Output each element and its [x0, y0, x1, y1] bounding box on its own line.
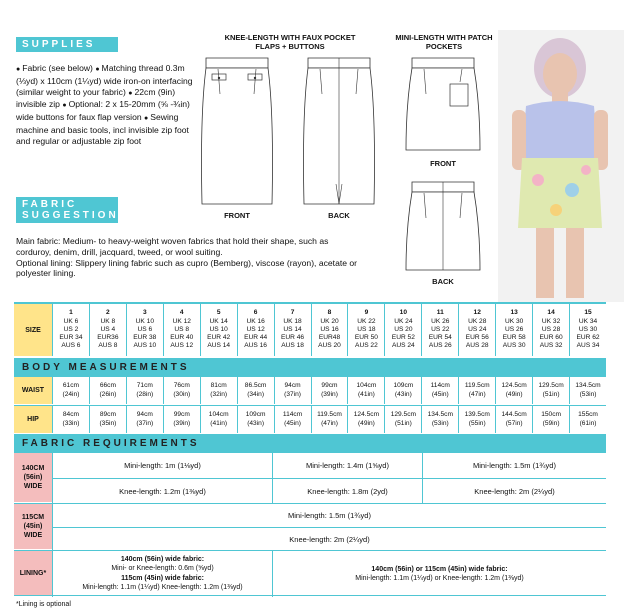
- size-n: 2: [106, 309, 110, 317]
- hip-cm: 134.5cm: [427, 411, 453, 418]
- main-fabric-text: Main fabric: Medium- to heavy-weight woven fabrics that hold their shape, such as corduroy, denim, drill, jacquard, tweed, or wool suiting.: [16, 236, 329, 257]
- hip-cell: [421, 406, 458, 433]
- size-aus: AUS 18: [281, 342, 304, 350]
- hip-cm: 119.5cm: [317, 411, 342, 418]
- size-cell: [163, 304, 200, 356]
- size-eur: EUR 42: [207, 334, 231, 342]
- knee-back-caption: BACK: [328, 211, 350, 220]
- size-eur: EUR36: [97, 334, 119, 342]
- size-n: 9: [364, 309, 369, 317]
- hip-in: (47in): [321, 419, 338, 427]
- size-aus: AUS 8: [98, 342, 118, 350]
- lining-note: *Lining is optional: [16, 601, 71, 608]
- hip-cell: [532, 406, 569, 433]
- size-n: 10: [399, 309, 408, 317]
- hip-in: (45in): [284, 419, 301, 427]
- fabric-115-knee: Knee-length: 2m (2¼yd): [52, 527, 606, 550]
- hip-cell: [89, 406, 126, 433]
- waist-cm: 124.5cm: [501, 382, 527, 389]
- fabric-115-row: [14, 503, 606, 549]
- waist-cm: 71cm: [136, 382, 153, 389]
- fabric-140-knee-a: Knee-length: 1.2m (1⅜yd): [52, 478, 272, 503]
- size-eur: EUR 34: [59, 334, 83, 342]
- fabric-suggestions-heading: FABRIC SUGGESTIONS: [16, 197, 118, 223]
- waist-cell: [311, 377, 348, 404]
- model-photo: [498, 30, 624, 302]
- size-uk: UK 10: [135, 317, 154, 325]
- size-us: US 18: [357, 325, 376, 333]
- waist-cell: [126, 377, 163, 404]
- size-cell: [532, 304, 569, 356]
- hip-cell: [52, 406, 89, 433]
- size-uk: UK 30: [504, 317, 524, 325]
- size-cell: [237, 304, 274, 356]
- size-us: US 24: [468, 325, 487, 333]
- size-us: US 16: [320, 325, 339, 333]
- size-uk: UK 22: [357, 317, 376, 325]
- size-aus: AUS 28: [465, 342, 489, 350]
- size-us: US 20: [394, 325, 413, 333]
- size-n: 8: [327, 309, 332, 317]
- waist-in: (26in): [99, 390, 117, 398]
- size-aus: AUS 22: [355, 342, 378, 350]
- waist-cm: 86.5cm: [244, 382, 267, 389]
- size-eur: EUR 62: [576, 334, 600, 342]
- waist-cm: 114cm: [430, 382, 450, 389]
- size-n: 14: [547, 309, 555, 317]
- waist-cell: [347, 377, 384, 404]
- hip-cell: [200, 406, 237, 433]
- fabric-suggestions-text: [16, 236, 361, 279]
- size-eur: EUR 52: [391, 334, 415, 342]
- waist-cm: 76cm: [173, 382, 190, 389]
- hip-cm: 129.5cm: [390, 411, 416, 418]
- mini-front-caption: FRONT: [430, 159, 456, 168]
- waist-cm: 134.5cm: [575, 382, 601, 389]
- size-eur: EUR 50: [354, 334, 378, 342]
- lining-label: LINING*: [14, 551, 52, 595]
- hip-in: (35in): [99, 419, 117, 427]
- size-n: 11: [436, 309, 444, 317]
- size-aus: AUS 16: [244, 342, 267, 350]
- supply-item: ● Sewing machine and basic tools, incl invisible zip foot and regular or adjustable zip foot: [16, 112, 189, 146]
- size-eur: EUR 44: [244, 334, 268, 342]
- waist-cm: 94cm: [284, 382, 301, 389]
- size-cell: [495, 304, 532, 356]
- supply-item: ● Optional: 2 x 15-20mm (⅝ -¾in) wide buttons for faux flap version: [16, 99, 190, 122]
- waist-in: (47in): [468, 390, 486, 398]
- supply-item: 0.3m (⅓yd) x 110cm (1¼yd) wide iron-on interfacing (similar weight to your fabric): [16, 63, 193, 97]
- waist-in: (41in): [357, 390, 375, 398]
- fabric-140-mini-c: Mini-length: 1.5m (1¾yd): [422, 453, 606, 478]
- hip-cell: [311, 406, 348, 433]
- hip-cm: 139.5cm: [464, 411, 490, 418]
- size-cell: [347, 304, 384, 356]
- waist-cell: [89, 377, 126, 404]
- size-n: 1: [69, 309, 73, 317]
- hip-cm: 99cm: [173, 411, 190, 418]
- size-us: US 10: [209, 325, 228, 333]
- size-uk: UK 34: [578, 317, 598, 325]
- supplies-list: [16, 63, 194, 147]
- waist-in: (30in): [173, 390, 191, 398]
- size-n: 4: [179, 309, 184, 317]
- size-uk: UK 18: [283, 317, 302, 325]
- waist-cell: [569, 377, 606, 404]
- size-us: US 14: [283, 325, 302, 333]
- size-cell: [311, 304, 348, 356]
- lining-small-sizes: [52, 551, 272, 597]
- size-cell: [89, 304, 126, 356]
- hip-row: [14, 405, 606, 433]
- body-measurements-heading: BODY MEASUREMENTS: [14, 358, 606, 376]
- size-eur: EUR 56: [465, 334, 489, 342]
- hip-cell: [163, 406, 200, 433]
- hip-cell: [458, 406, 495, 433]
- supply-item: ● 22cm (9in) invisible zip: [16, 87, 175, 110]
- size-uk: UK 14: [209, 317, 228, 325]
- size-aus: AUS 24: [391, 342, 415, 350]
- size-aus: AUS 26: [428, 342, 452, 350]
- hip-cell: [126, 406, 163, 433]
- size-us: US 12: [246, 325, 265, 333]
- size-cell: [274, 304, 311, 356]
- size-n: 6: [253, 309, 258, 317]
- hip-in: (39in): [173, 419, 191, 427]
- knee-view-title: KNEE-LENGTH WITH FAUX POCKET FLAPS + BUTTONS: [224, 33, 356, 51]
- waist-in: (28in): [136, 390, 154, 398]
- size-uk: UK 12: [172, 317, 191, 325]
- hip-cell: [274, 406, 311, 433]
- size-n: 15: [584, 309, 592, 317]
- size-us: US 6: [137, 325, 153, 333]
- fabric-140-mini-a: Mini-length: 1m (1⅛yd): [52, 453, 272, 478]
- mini-view-title: MINI-LENGTH WITH PATCH POCKETS: [395, 33, 493, 51]
- hip-in: (43in): [247, 419, 265, 427]
- size-cell: [569, 304, 606, 356]
- mini-back-caption: BACK: [432, 277, 454, 286]
- size-uk: UK 8: [100, 317, 116, 325]
- waist-in: (32in): [210, 390, 228, 398]
- waist-cell: [458, 377, 495, 404]
- size-us: US 28: [541, 325, 561, 333]
- supplies-heading: SUPPLIES: [16, 37, 118, 52]
- size-aus: AUS 32: [539, 342, 563, 350]
- fabric-140-label: 140CM (56in) WIDE: [14, 453, 52, 502]
- waist-cell: [200, 377, 237, 404]
- waist-label: WAIST: [14, 377, 52, 404]
- waist-cell: [421, 377, 458, 404]
- lining-row: [14, 550, 606, 596]
- size-cell: [384, 304, 421, 356]
- size-cell: [52, 304, 89, 356]
- lining-a-line3: 115cm (45in) wide fabric:: [121, 575, 204, 582]
- knee-back-illustration: [298, 54, 380, 214]
- size-aus: AUS 14: [207, 342, 231, 350]
- supply-item: ● Fabric (see below): [16, 63, 93, 73]
- size-cell: [421, 304, 458, 356]
- size-uk: UK 26: [431, 317, 450, 325]
- size-us: US 22: [431, 325, 450, 333]
- waist-cell: [163, 377, 200, 404]
- waist-cell: [384, 377, 421, 404]
- waist-in: (37in): [284, 390, 301, 398]
- size-cell: [200, 304, 237, 356]
- lining-a-line4: Mini-length: 1.1m (1¼yd) Knee-length: 1.2m (1⅜yd): [82, 583, 243, 591]
- hip-in: (53in): [431, 419, 449, 427]
- size-us: US 26: [504, 325, 524, 333]
- hip-in: (61in): [579, 419, 597, 427]
- waist-in: (49in): [505, 390, 523, 398]
- hip-cm: 144.5cm: [501, 411, 527, 418]
- waist-cm: 109cm: [393, 382, 414, 389]
- size-n: 12: [473, 309, 481, 317]
- size-uk: UK 28: [468, 317, 487, 325]
- size-aus: AUS 6: [61, 342, 81, 350]
- fabric-115-mini: Mini-length: 1.5m (1¾yd): [52, 504, 606, 527]
- fabric-140-row: [14, 452, 606, 502]
- knee-front-caption: FRONT: [224, 211, 250, 220]
- hip-in: (33in): [62, 419, 80, 427]
- hip-cm: 89cm: [99, 411, 116, 418]
- hip-cm: 114cm: [282, 411, 303, 418]
- hip-cell: [237, 406, 274, 433]
- hip-cm: 94cm: [136, 411, 153, 418]
- waist-in: (34in): [247, 390, 265, 398]
- hip-cell: [495, 406, 532, 433]
- hip-cm: 155cm: [578, 411, 598, 418]
- waist-cm: 99cm: [321, 382, 338, 389]
- size-eur: EUR 58: [502, 334, 526, 342]
- fabric-140-mini-b: Mini-length: 1.4m (1⅝yd): [272, 453, 422, 478]
- waist-row: [14, 376, 606, 404]
- size-us: US 2: [63, 325, 79, 333]
- size-uk: UK 32: [541, 317, 561, 325]
- hip-cm: 84cm: [62, 411, 80, 418]
- size-us: US 4: [100, 325, 116, 333]
- hip-cell: [384, 406, 421, 433]
- size-uk: UK 20: [320, 317, 339, 325]
- size-n: 13: [510, 309, 518, 317]
- fabric-140-knee-b: Knee-length: 1.8m (2yd): [272, 478, 422, 503]
- size-eur: EUR48: [318, 334, 341, 342]
- hip-in: (41in): [210, 419, 228, 427]
- lining-fabric-text: Optional lining: Slippery lining fabric such as cupro (Bemberg), viscose (rayon), acetate or polyester lining.: [16, 257, 358, 279]
- hip-cm: 109cm: [245, 411, 266, 418]
- waist-in: (24in): [62, 390, 80, 398]
- size-us: US 30: [578, 325, 598, 333]
- size-aus: AUS 10: [133, 342, 157, 350]
- waist-cell: [532, 377, 569, 404]
- waist-cm: 104cm: [356, 382, 377, 389]
- waist-cell: [52, 377, 89, 404]
- lining-b-line2: Mini-length: 1.1m (1¼yd) or Knee-length: 1.2m (1⅜yd): [355, 575, 524, 582]
- size-cell: [126, 304, 163, 356]
- waist-in: (45in): [431, 390, 449, 398]
- mini-front-illustration: [402, 54, 484, 154]
- lining-large-sizes: [272, 551, 606, 597]
- hip-in: (57in): [505, 419, 523, 427]
- waist-in: (51in): [542, 390, 560, 398]
- hip-cm: 150cm: [541, 411, 561, 418]
- size-uk: UK 16: [246, 317, 265, 325]
- hip-cm: 104cm: [208, 411, 229, 418]
- size-us: US 8: [174, 325, 190, 333]
- waist-in: (43in): [394, 390, 412, 398]
- size-eur: EUR 40: [170, 334, 194, 342]
- waist-cell: [274, 377, 311, 404]
- size-row: [14, 302, 606, 356]
- hip-cm: 124.5cm: [353, 411, 380, 418]
- waist-in: (53in): [579, 390, 597, 398]
- size-eur: EUR 38: [133, 334, 157, 342]
- size-n: 7: [290, 309, 295, 317]
- fabric-140-knee-c: Knee-length: 2m (2¼yd): [422, 478, 606, 503]
- fabric-115-label: 115CM (45in) WIDE: [14, 504, 52, 549]
- hip-cell: [569, 406, 606, 433]
- waist-cm: 66cm: [99, 382, 116, 389]
- lining-a-line1: 140cm (56in) wide fabric:: [120, 556, 205, 563]
- hip-label: HIP: [14, 406, 52, 433]
- size-label: SIZE: [14, 304, 52, 356]
- size-aus: AUS 20: [318, 342, 341, 350]
- hip-in: (37in): [136, 419, 154, 427]
- size-eur: EUR 46: [281, 334, 305, 342]
- waist-cm: 129.5cm: [538, 382, 564, 389]
- size-uk: UK 24: [394, 317, 413, 325]
- size-aus: AUS 34: [576, 342, 600, 350]
- waist-cm: 119.5cm: [464, 382, 490, 389]
- size-aus: AUS 30: [502, 342, 526, 350]
- hip-in: (49in): [357, 419, 375, 427]
- size-n: 5: [216, 309, 221, 317]
- hip-in: (59in): [542, 419, 560, 427]
- size-eur: EUR 60: [539, 334, 563, 342]
- waist-cell: [495, 377, 532, 404]
- lining-a-line2: Mini- or Knee-length: 0.6m (⅝yd): [111, 564, 214, 572]
- size-n: 3: [142, 309, 147, 317]
- supply-item: ● Matching thread: [95, 63, 163, 73]
- hip-in: (55in): [468, 419, 486, 427]
- mini-back-illustration: [402, 178, 484, 274]
- hip-in: (51in): [394, 419, 412, 427]
- waist-cm: 81cm: [210, 382, 227, 389]
- hip-cell: [347, 406, 384, 433]
- waist-cm: 61cm: [62, 382, 80, 389]
- fabric-requirements-heading: FABRIC REQUIREMENTS: [14, 434, 606, 452]
- knee-front-illustration: [196, 54, 278, 214]
- size-eur: EUR 54: [428, 334, 452, 342]
- waist-cell: [237, 377, 274, 404]
- size-aus: AUS 12: [170, 342, 194, 350]
- size-cell: [458, 304, 495, 356]
- size-uk: UK 6: [63, 317, 79, 325]
- waist-in: (39in): [321, 390, 338, 398]
- lining-b-line1: 140cm (56in) or 115cm (45in) wide fabric:: [371, 566, 508, 573]
